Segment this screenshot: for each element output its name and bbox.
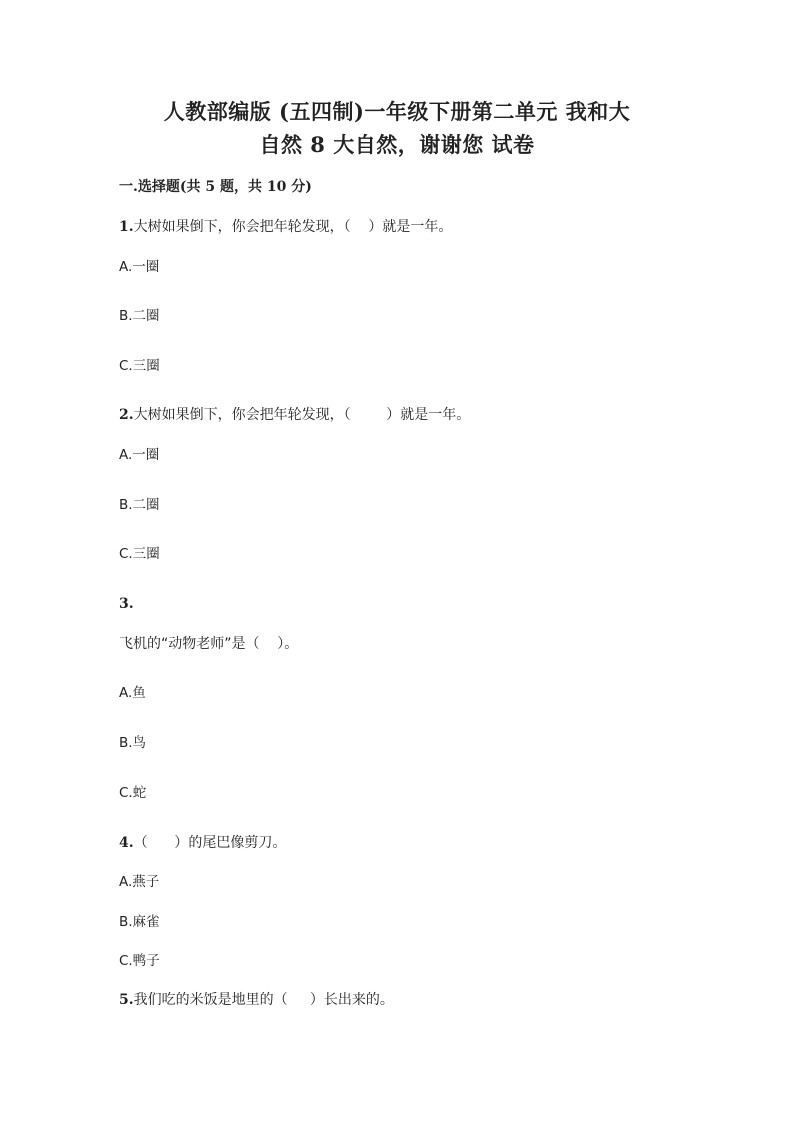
- question-1-option-c: C.三圈: [119, 358, 160, 374]
- page-title-line-1: 人教部编版 (五四制)一年级下册第二单元 我和大: [163, 99, 631, 124]
- page-title-line-2: 自然 8 大自然，谢谢您 试卷: [259, 132, 535, 157]
- question-number: 1.: [119, 219, 134, 235]
- question-stem: 大树如果倒下，你会把年轮发现，（ ）就是一年。: [133, 219, 453, 235]
- question-2-option-a: A.一圈: [119, 447, 160, 463]
- question-stem: 我们吃的米饭是地里的（ ）长出来的。: [133, 992, 394, 1008]
- question-4: [119, 833, 286, 853]
- section-heading: 一.选择题(共 5 题，共 10 分): [119, 179, 312, 195]
- question-2-option-b: B.二圈: [119, 497, 160, 513]
- question-3-number: [119, 594, 134, 614]
- question-3-option-a: A.鱼: [119, 685, 146, 701]
- question-4-option-c: C.鸭子: [119, 953, 160, 969]
- question-1-option-b: B.二圈: [119, 308, 160, 324]
- question-3-option-b: B.鸟: [119, 735, 147, 751]
- question-5: [119, 990, 394, 1010]
- question-number: 2.: [119, 407, 134, 423]
- question-1: [119, 217, 452, 237]
- question-1-option-a: A.一圈: [119, 259, 160, 275]
- question-number: 3.: [119, 596, 134, 612]
- question-stem: 大树如果倒下，你会把年轮发现，（ ）就是一年。: [133, 407, 471, 423]
- question-stem: （ ）的尾巴像剪刀。: [133, 835, 287, 851]
- question-number: 5.: [119, 992, 134, 1008]
- question-number: 4.: [119, 835, 134, 851]
- question-3-stem: 飞机的“动物老师”是（ ）。: [119, 636, 299, 652]
- question-3-option-c: C.蛇: [119, 785, 147, 801]
- question-4-option-a: A.燕子: [119, 874, 160, 890]
- question-4-option-b: B.麻雀: [119, 914, 160, 930]
- question-2: [119, 405, 470, 425]
- question-2-option-c: C.三圈: [119, 546, 160, 562]
